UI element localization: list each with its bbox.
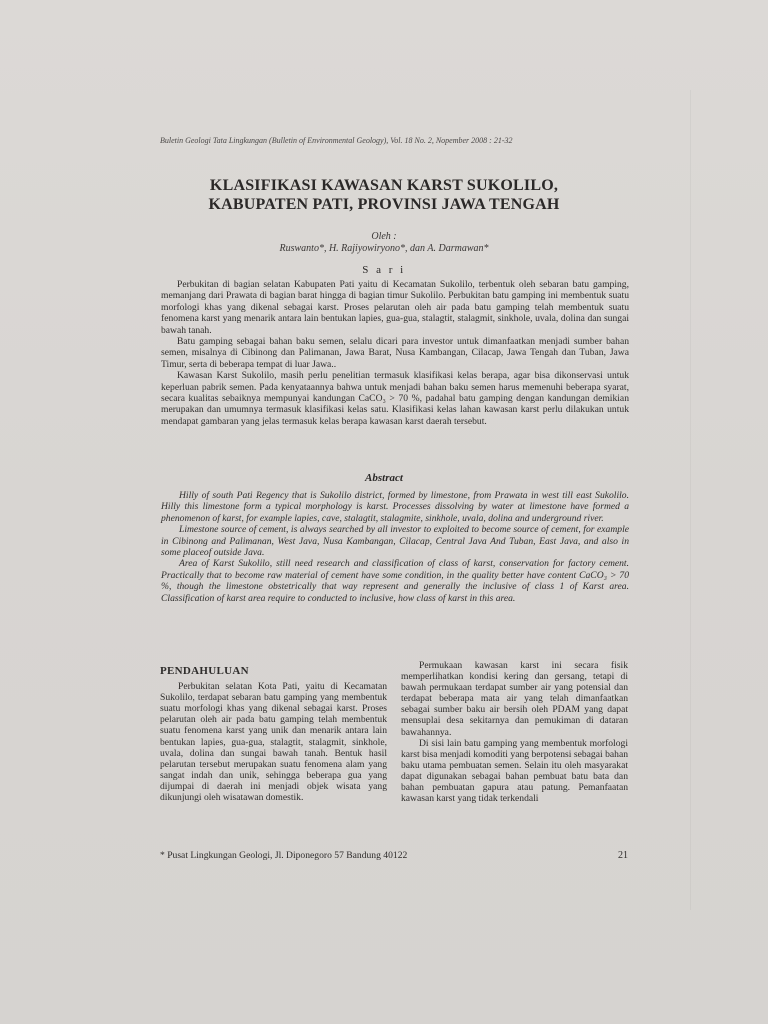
- body-paragraph: Perbukitan selatan Kota Pati, yaitu di Kecamatan Sukolilo, terdapat sebaran batu gamping yang membentuk suatu morfologi khas yang dikenal sebagai karst. Proses pelarutan oleh air pada batu gamping telah membentuk suatu fenomena karst yang unik dan menarik antara lain bentukan lapies, gua-gua, stalagtit, stalagmit, sinkhole, uvala, dolina dan sungai bawah tanah. Bentuk hasil pelarutan tersebut merupakan suatu fenomena alam yang sangat indah dan unik, sehingga beberapa gua yang dijumpai di daerah ini menjadi objek wisata yang dikunjungi oleh wisatawan domestik.: [160, 681, 387, 804]
- scan-edge-shadow: [690, 90, 691, 910]
- abstract-paragraph: Hilly of south Pati Regency that is Sukolilo district, formed by limestone, from Prawata in west till east Sukolilo. Hilly this limestone form a typical morphology is karst. Processes dissolving by water at limestone have formed a phenomenon of karst, for example lapies, cave, stalagtit, stalagmite, sinkhole, uvala, dolina and underground river.: [161, 490, 629, 524]
- sari-heading: S a r i: [362, 264, 406, 276]
- sari-paragraph: Perbukitan di bagian selatan Kabupaten Pati yaitu di Kecamatan Sukolilo, terbentuk oleh sebaran batu gamping, memanjang dari Prawata di bagian barat hingga di bagian timur Sukolilo. Perbukitan batu gamping ini membentuk suatu morfologi khas yang dikenal sebagai karst. Proses pelarutan oleh air pada batu gamping telah membentuk suatu fenomena karst yang menarik antara lain bentukan lapies, gua-gua, stalagtit, stalagmit, sinkhole, uvala, dolina dan sungai bawah tanah.: [161, 279, 629, 336]
- abstract-paragraph: Limestone source of cement, is always searched by all investor to exploited to become source of cement, for example in Cibinong and Palimanan, West Java, Nusa Kambangan, Cilacap, Central Java And Tuban, East Java, and also in some placeof outside Java.: [161, 524, 629, 559]
- byline-oleh: Oleh :: [371, 231, 397, 242]
- author-list: Ruswanto*, H. Rajiyowiryono*, dan A. Darmawan*: [279, 243, 489, 254]
- abstract-heading: Abstract: [365, 472, 403, 484]
- abstract-paragraph: Area of Karst Sukolilo, still need research and classification of class of karst, conservation for factory cement. Practically that to become raw material of cement have some condition, in the quality better have content CaCO₃ > 70 %, though the limestone obstetrically that way represent and generally the inclusive of class 1 of Karst area. Classification of karst area require to conducted to inclusive, how class of karst in this area.: [161, 558, 629, 604]
- affiliation-footnote: * Pusat Lingkungan Geologi, Jl. Diponegoro 57 Bandung 40122: [160, 850, 408, 861]
- body-column-right: [401, 660, 628, 804]
- sari-body: [161, 279, 629, 427]
- section-heading: PENDAHULUAN: [160, 665, 249, 677]
- body-paragraph: Di sisi lain batu gamping yang membentuk morfologi karst bisa menjadi komoditi yang berpotensi sebagai bahan baku utama pembuatan semen. Selain itu oleh masyarakat dapat digunakan sebagai bahan pembuat batu bata dan bahan pembuatan gapura atau patung. Pemanfaatan kawasan karst yang tidak terkendali: [401, 737, 628, 805]
- body-column-left: [160, 666, 387, 803]
- sari-paragraph: Batu gamping sebagai bahan baku semen, selalu dicari para investor untuk dimanfaatkan menjadi sumber bahan semen, misalnya di Cibinong dan Palimanan, Jawa Barat, Nusa Kambangan, Cilacap, Jawa Tengah dan Tuban, Jawa Timur, serta di beberapa tempat di luar Jawa..: [161, 336, 629, 370]
- abstract-body: [161, 490, 629, 604]
- title-line-2: KABUPATEN PATI, PROVINSI JAWA TENGAH: [208, 196, 560, 213]
- sari-paragraph: Kawasan Karst Sukolilo, masih perlu penelitian termasuk klasifikasi kelas berapa, agar bisa dikonservasi untuk keperluan pabrik semen. Pada kenyataannya bahwa untuk menjadi bahan baku semen harus memenuhi beberapa syarat, secara kualitas sebaiknya mempunyai kandungan CaCO₃ > 70 %, padahal batu gamping dengan kandungan demikian merupakan dan umumnya termasuk klasifikasi kelas satu. Klasifikasi kelas lahan kawasan karst perlu dilakukan untuk mendapat gambaran yang jelas termasuk kelas berapa kawasan karst daerah tersebut.: [161, 370, 629, 427]
- body-paragraph: Permukaan kawasan karst ini secara fisik memperlihatkan kondisi kering dan gersang, tetapi di bawah permukaan terdapat sumber air yang potensial dan terdapat beberapa mata air yang telah dimanfaatkan sebagai sumber baku air bersih oleh PDAM yang dapat mensuplai desa sekitarnya dan pemukiman di dataran bawahannya.: [401, 660, 628, 738]
- article-title: [140, 176, 628, 214]
- running-head: Buletin Geologi Tata Lingkungan (Bulletin of Environmental Geology), Vol. 18 No. 2, Nopember 2008 : 21-32: [160, 136, 513, 145]
- title-line-1: KLASIFIKASI KAWASAN KARST SUKOLILO,: [209, 177, 559, 194]
- page-number: 21: [618, 850, 628, 861]
